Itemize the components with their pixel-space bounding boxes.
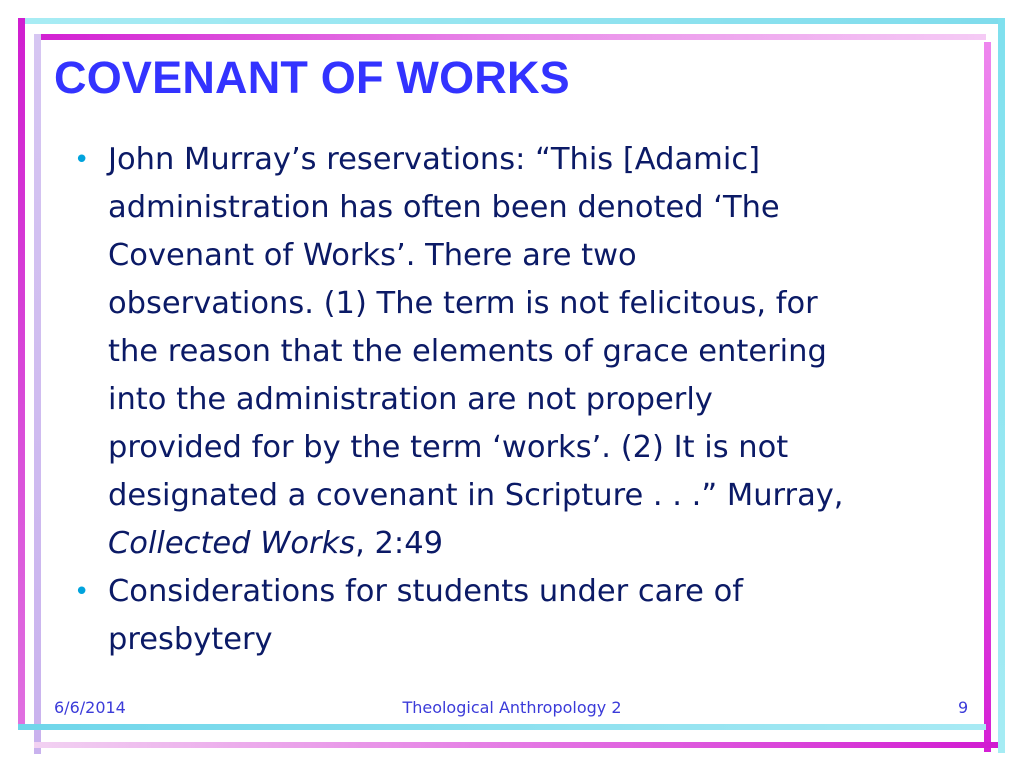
frame-bar-left-magenta <box>18 18 25 728</box>
slide-title: COVENANT OF WORKS <box>54 52 570 103</box>
bullet-list <box>72 136 972 664</box>
citation-title: Collected Works <box>108 526 356 561</box>
bullet-point-icon: • <box>74 145 90 175</box>
frame-bar-right-magenta <box>984 42 991 752</box>
frame-bar-right-cyan <box>998 18 1005 753</box>
bullet-item-considerations <box>72 568 972 664</box>
footer-date: 6/6/2014 <box>54 698 126 717</box>
bullet-text-line: observations. (1) The term is not felicitous, for <box>108 286 818 321</box>
bullet-text-line: designated a covenant in Scripture . . .” Murray, <box>108 478 844 513</box>
bullet-text-line: Covenant of Works’. There are two <box>108 238 637 273</box>
bullet-text-line: John Murray’s reservations: “This [Adamic] <box>108 142 761 177</box>
bullet-item-murray-quote <box>72 136 972 568</box>
bullet-text-line: the reason that the elements of grace entering <box>108 334 827 369</box>
bullet-text-line: into the administration are not properly <box>108 382 713 417</box>
frame-bar-bottom-cyan <box>18 724 986 730</box>
frame-bar-bottom-magenta <box>34 742 998 748</box>
bullet-text-line: provided for by the term ‘works’. (2) It is not <box>108 430 789 465</box>
frame-bar-top-magenta <box>34 34 986 40</box>
footer-title: Theological Anthropology 2 <box>402 698 622 717</box>
bullet-point-icon: • <box>74 577 90 607</box>
bullet-text-line: presbytery <box>108 622 273 657</box>
bullet-text-line: administration has often been denoted ‘The <box>108 190 780 225</box>
citation-reference: , 2:49 <box>355 526 444 561</box>
footer-page-number: 9 <box>958 698 969 717</box>
frame-bar-top-cyan <box>18 18 1002 24</box>
bullet-text-line: Considerations for students under care of <box>108 574 744 609</box>
citation-line <box>108 520 972 568</box>
frame-bar-left-lavender <box>34 34 41 754</box>
